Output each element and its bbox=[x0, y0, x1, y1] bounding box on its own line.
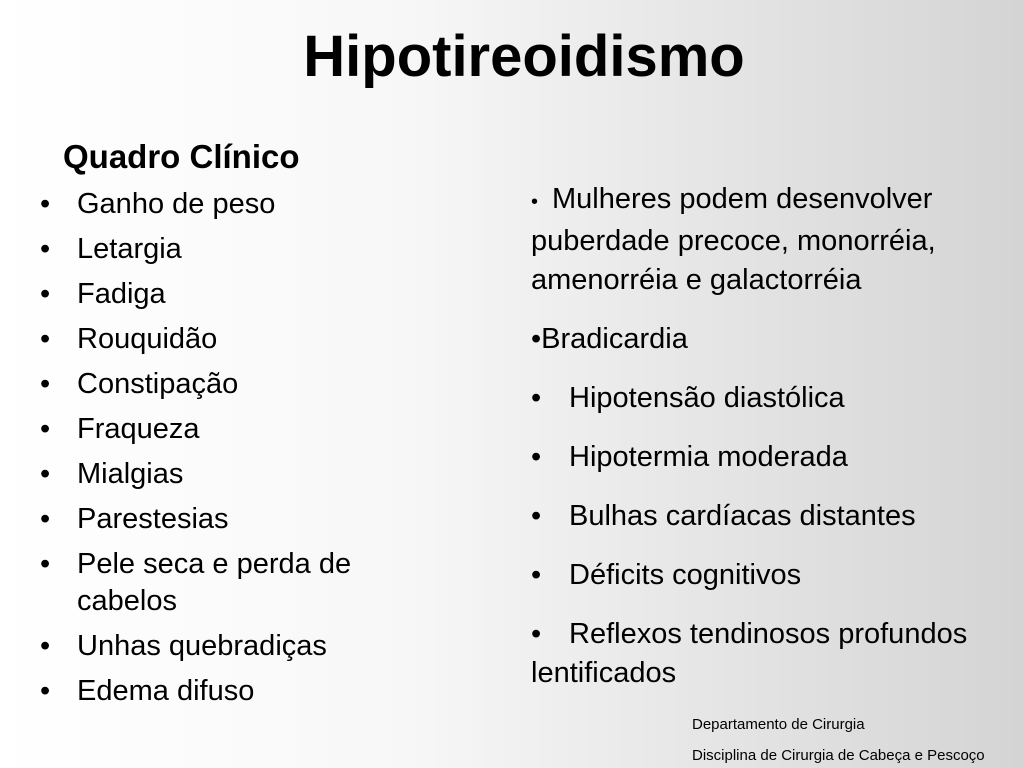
footer-discipline: Disciplina de Cirurgia de Cabeça e Pescoço bbox=[692, 747, 985, 764]
bullet-icon: • bbox=[531, 441, 542, 473]
bullet-icon: • bbox=[531, 559, 542, 591]
right-sign-list bbox=[531, 180, 1011, 713]
list-item bbox=[531, 320, 1011, 359]
list-item: • Ganho de peso bbox=[40, 186, 440, 223]
list-item-text: Reflexos tendinosos profundos lentificados bbox=[531, 618, 968, 689]
list-item-text: Hipotermia moderada bbox=[569, 441, 848, 473]
bullet-icon: • bbox=[531, 323, 542, 355]
bullet-icon: • bbox=[531, 500, 542, 532]
list-item: • Pele seca e perda de cabelos bbox=[40, 546, 440, 620]
section-subtitle: Quadro Clínico bbox=[63, 138, 300, 175]
list-item: • Constipação bbox=[40, 366, 440, 403]
list-item bbox=[531, 379, 1011, 418]
list-item: • Edema difuso bbox=[40, 673, 440, 710]
bullet-icon: • bbox=[531, 191, 539, 213]
list-item bbox=[531, 497, 1011, 536]
slide-title: Hipotireoidismo bbox=[303, 24, 745, 89]
list-item bbox=[531, 556, 1011, 595]
list-item: • Unhas quebradiças bbox=[40, 628, 440, 665]
list-item-text: Hipotensão diastólica bbox=[569, 382, 845, 414]
list-item bbox=[531, 615, 1011, 693]
list-item-text: Mulheres podem desenvolver puberdade precoce, monorréia, amenorréia e galactorréia bbox=[531, 183, 936, 296]
list-item-text: Bulhas cardíacas distantes bbox=[569, 500, 916, 532]
list-item: • Letargia bbox=[40, 231, 440, 268]
left-symptom-list bbox=[40, 186, 440, 718]
list-item: • Parestesias bbox=[40, 501, 440, 538]
list-item-text: Déficits cognitivos bbox=[569, 559, 802, 591]
list-item bbox=[531, 180, 1011, 300]
bullet-icon: • bbox=[531, 618, 542, 650]
list-item: • Mialgias bbox=[40, 456, 440, 493]
list-item: • Fadiga bbox=[40, 276, 440, 313]
footer-department: Departamento de Cirurgia bbox=[692, 716, 865, 733]
list-item-text: Bradicardia bbox=[541, 323, 688, 355]
list-item bbox=[531, 438, 1011, 477]
list-item: • Rouquidão bbox=[40, 321, 440, 358]
bullet-icon: • bbox=[531, 382, 542, 414]
list-item: • Fraqueza bbox=[40, 411, 440, 448]
